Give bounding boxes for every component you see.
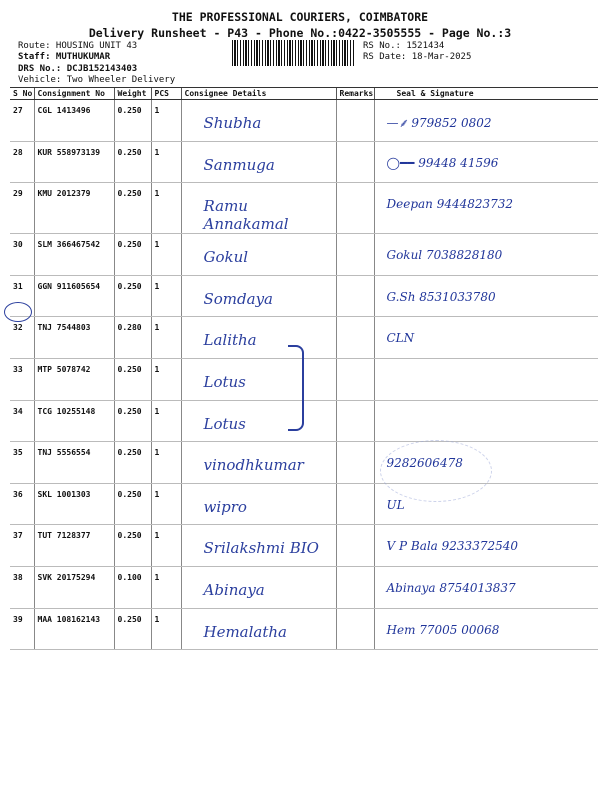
table-row	[10, 525, 598, 567]
cell-pcs: 1	[151, 566, 181, 608]
cell-consignment: TCG 10255148	[34, 400, 114, 442]
route-label: Route: HOUSING UNIT 43	[18, 41, 138, 51]
company-title: THE PROFESSIONAL COURIERS, COIMBATORE	[171, 10, 429, 24]
col-pcs: PCS	[151, 88, 181, 100]
cell-consignee: Gokul	[181, 234, 336, 276]
rs-date: RS Date: 18-Mar-2025	[363, 52, 472, 62]
col-sno: S No	[10, 88, 34, 100]
cell-consignment: SVK 20175294	[34, 566, 114, 608]
cell-pcs: 1	[151, 358, 181, 400]
cell-consignment: TUT 7128377	[34, 525, 114, 567]
cell-consignee: Somdaya	[181, 275, 336, 317]
table-row	[10, 483, 598, 525]
cell-sno: 38	[10, 566, 34, 608]
cell-weight: 0.250	[114, 141, 151, 183]
cell-signature: —⸙ 979852 0802	[374, 100, 598, 142]
cell-sno: 30	[10, 234, 34, 276]
cell-weight: 0.250	[114, 608, 151, 650]
col-consignee: Consignee Details	[181, 88, 336, 100]
table-row	[10, 183, 598, 234]
table-row	[10, 234, 598, 276]
cell-sno: 34	[10, 400, 34, 442]
table-row	[10, 275, 598, 317]
cell-consignment: MAA 108162143	[34, 608, 114, 650]
table-row	[10, 100, 598, 142]
circle-mark	[4, 302, 32, 322]
cell-sno: 35	[10, 442, 34, 484]
table-row	[10, 141, 598, 183]
cell-consignment: GGN 911605654	[34, 275, 114, 317]
cell-consignee: Lotus	[181, 400, 336, 442]
col-consignment: Consignment No	[34, 88, 114, 100]
cell-pcs: 1	[151, 317, 181, 359]
cell-pcs: 1	[151, 442, 181, 484]
table-row	[10, 442, 598, 484]
table-row	[10, 400, 598, 442]
cell-signature: Deepan 9444823732	[374, 183, 598, 234]
table-header-row	[10, 88, 598, 100]
cell-remarks	[336, 141, 374, 183]
cell-weight: 0.250	[114, 442, 151, 484]
cell-remarks	[336, 400, 374, 442]
cell-remarks	[336, 100, 374, 142]
cell-consignment: MTP 5078742	[34, 358, 114, 400]
table-row	[10, 317, 598, 359]
cell-pcs: 1	[151, 608, 181, 650]
cell-weight: 0.250	[114, 183, 151, 234]
cell-remarks	[336, 234, 374, 276]
cell-sno: 33	[10, 358, 34, 400]
cell-remarks	[336, 608, 374, 650]
cell-signature: G.Sh 8531033780	[374, 275, 598, 317]
cell-pcs: 1	[151, 400, 181, 442]
cell-consignee: Srilakshmi BIO	[181, 525, 336, 567]
cell-sno: 31	[10, 275, 34, 317]
cell-sno: 39	[10, 608, 34, 650]
cell-weight: 0.250	[114, 400, 151, 442]
cell-weight: 0.280	[114, 317, 151, 359]
cell-weight: 0.250	[114, 234, 151, 276]
cell-signature: Abinaya 8754013837	[374, 566, 598, 608]
cell-consignment: SLM 366467542	[34, 234, 114, 276]
cell-remarks	[336, 483, 374, 525]
cell-remarks	[336, 317, 374, 359]
vehicle-label: Vehicle: Two Wheeler Delivery	[18, 75, 176, 85]
cell-sno: 28	[10, 141, 34, 183]
cell-pcs: 1	[151, 525, 181, 567]
cell-pcs: 1	[151, 483, 181, 525]
cell-sno: 36	[10, 483, 34, 525]
cell-weight: 0.250	[114, 100, 151, 142]
cell-consignment: KMU 2012379	[34, 183, 114, 234]
barcode-image	[232, 40, 354, 66]
bracket-mark	[288, 345, 304, 431]
cell-weight: 0.250	[114, 358, 151, 400]
cell-weight: 0.250	[114, 483, 151, 525]
cell-signature: Hem 77005 00068	[374, 608, 598, 650]
cell-consignment: TNJ 5556554	[34, 442, 114, 484]
cell-consignee: vinodhkumar	[181, 442, 336, 484]
table-row	[10, 358, 598, 400]
cell-signature: UL	[374, 483, 598, 525]
cell-consignee: Hemalatha	[181, 608, 336, 650]
cell-consignee: Abinaya	[181, 566, 336, 608]
staff-label: Staff: MUTHUKUMAR	[18, 52, 111, 62]
cell-consignment: CGL 1413496	[34, 100, 114, 142]
cell-consignment: SKL 1001303	[34, 483, 114, 525]
cell-consignee: Sanmuga	[181, 141, 336, 183]
cell-consignment: KUR 558973139	[34, 141, 114, 183]
table-row	[10, 608, 598, 650]
stamp-seal	[380, 440, 492, 502]
rs-number: RS No.: 1521434	[363, 41, 445, 51]
cell-consignee: Shubha	[181, 100, 336, 142]
cell-weight: 0.250	[114, 275, 151, 317]
cell-pcs: 1	[151, 100, 181, 142]
col-remarks: Remarks	[336, 88, 374, 100]
cell-pcs: 1	[151, 234, 181, 276]
cell-consignee: Ramu Annakamal	[181, 183, 336, 234]
cell-remarks	[336, 525, 374, 567]
cell-sno: 37	[10, 525, 34, 567]
cell-signature: V P Bala 9233372540	[374, 525, 598, 567]
cell-pcs: 1	[151, 275, 181, 317]
cell-weight: 0.100	[114, 566, 151, 608]
cell-pcs: 1	[151, 141, 181, 183]
cell-consignee: Lotus	[181, 358, 336, 400]
table-row	[10, 566, 598, 608]
cell-consignee: Lalitha	[181, 317, 336, 359]
cell-signature: 9282606478	[374, 442, 598, 484]
cell-remarks	[336, 275, 374, 317]
col-weight: Weight	[114, 88, 151, 100]
cell-signature: CLN	[374, 317, 598, 359]
cell-remarks	[336, 358, 374, 400]
cell-consignment: TNJ 7544803	[34, 317, 114, 359]
cell-sno: 29	[10, 183, 34, 234]
cell-remarks	[336, 442, 374, 484]
cell-remarks	[336, 183, 374, 234]
cell-signature	[374, 358, 598, 400]
cell-pcs: 1	[151, 183, 181, 234]
cell-weight: 0.250	[114, 525, 151, 567]
cell-consignee: wipro	[181, 483, 336, 525]
cell-signature	[374, 400, 598, 442]
runsheet-table	[10, 87, 598, 650]
drs-label: DRS No.: DCJB152143403	[18, 64, 138, 74]
cell-sno: 32	[10, 317, 34, 359]
cell-signature: ◯━━ 99448 41596	[374, 141, 598, 183]
runsheet-subtitle: Delivery Runsheet - P43 - Phone No.:0422-3505555 - Page No.:3	[88, 26, 512, 40]
cell-signature: Gokul 7038828180	[374, 234, 598, 276]
col-signature: Seal & Signature	[374, 88, 598, 100]
cell-sno: 27	[10, 100, 34, 142]
cell-remarks	[336, 566, 374, 608]
